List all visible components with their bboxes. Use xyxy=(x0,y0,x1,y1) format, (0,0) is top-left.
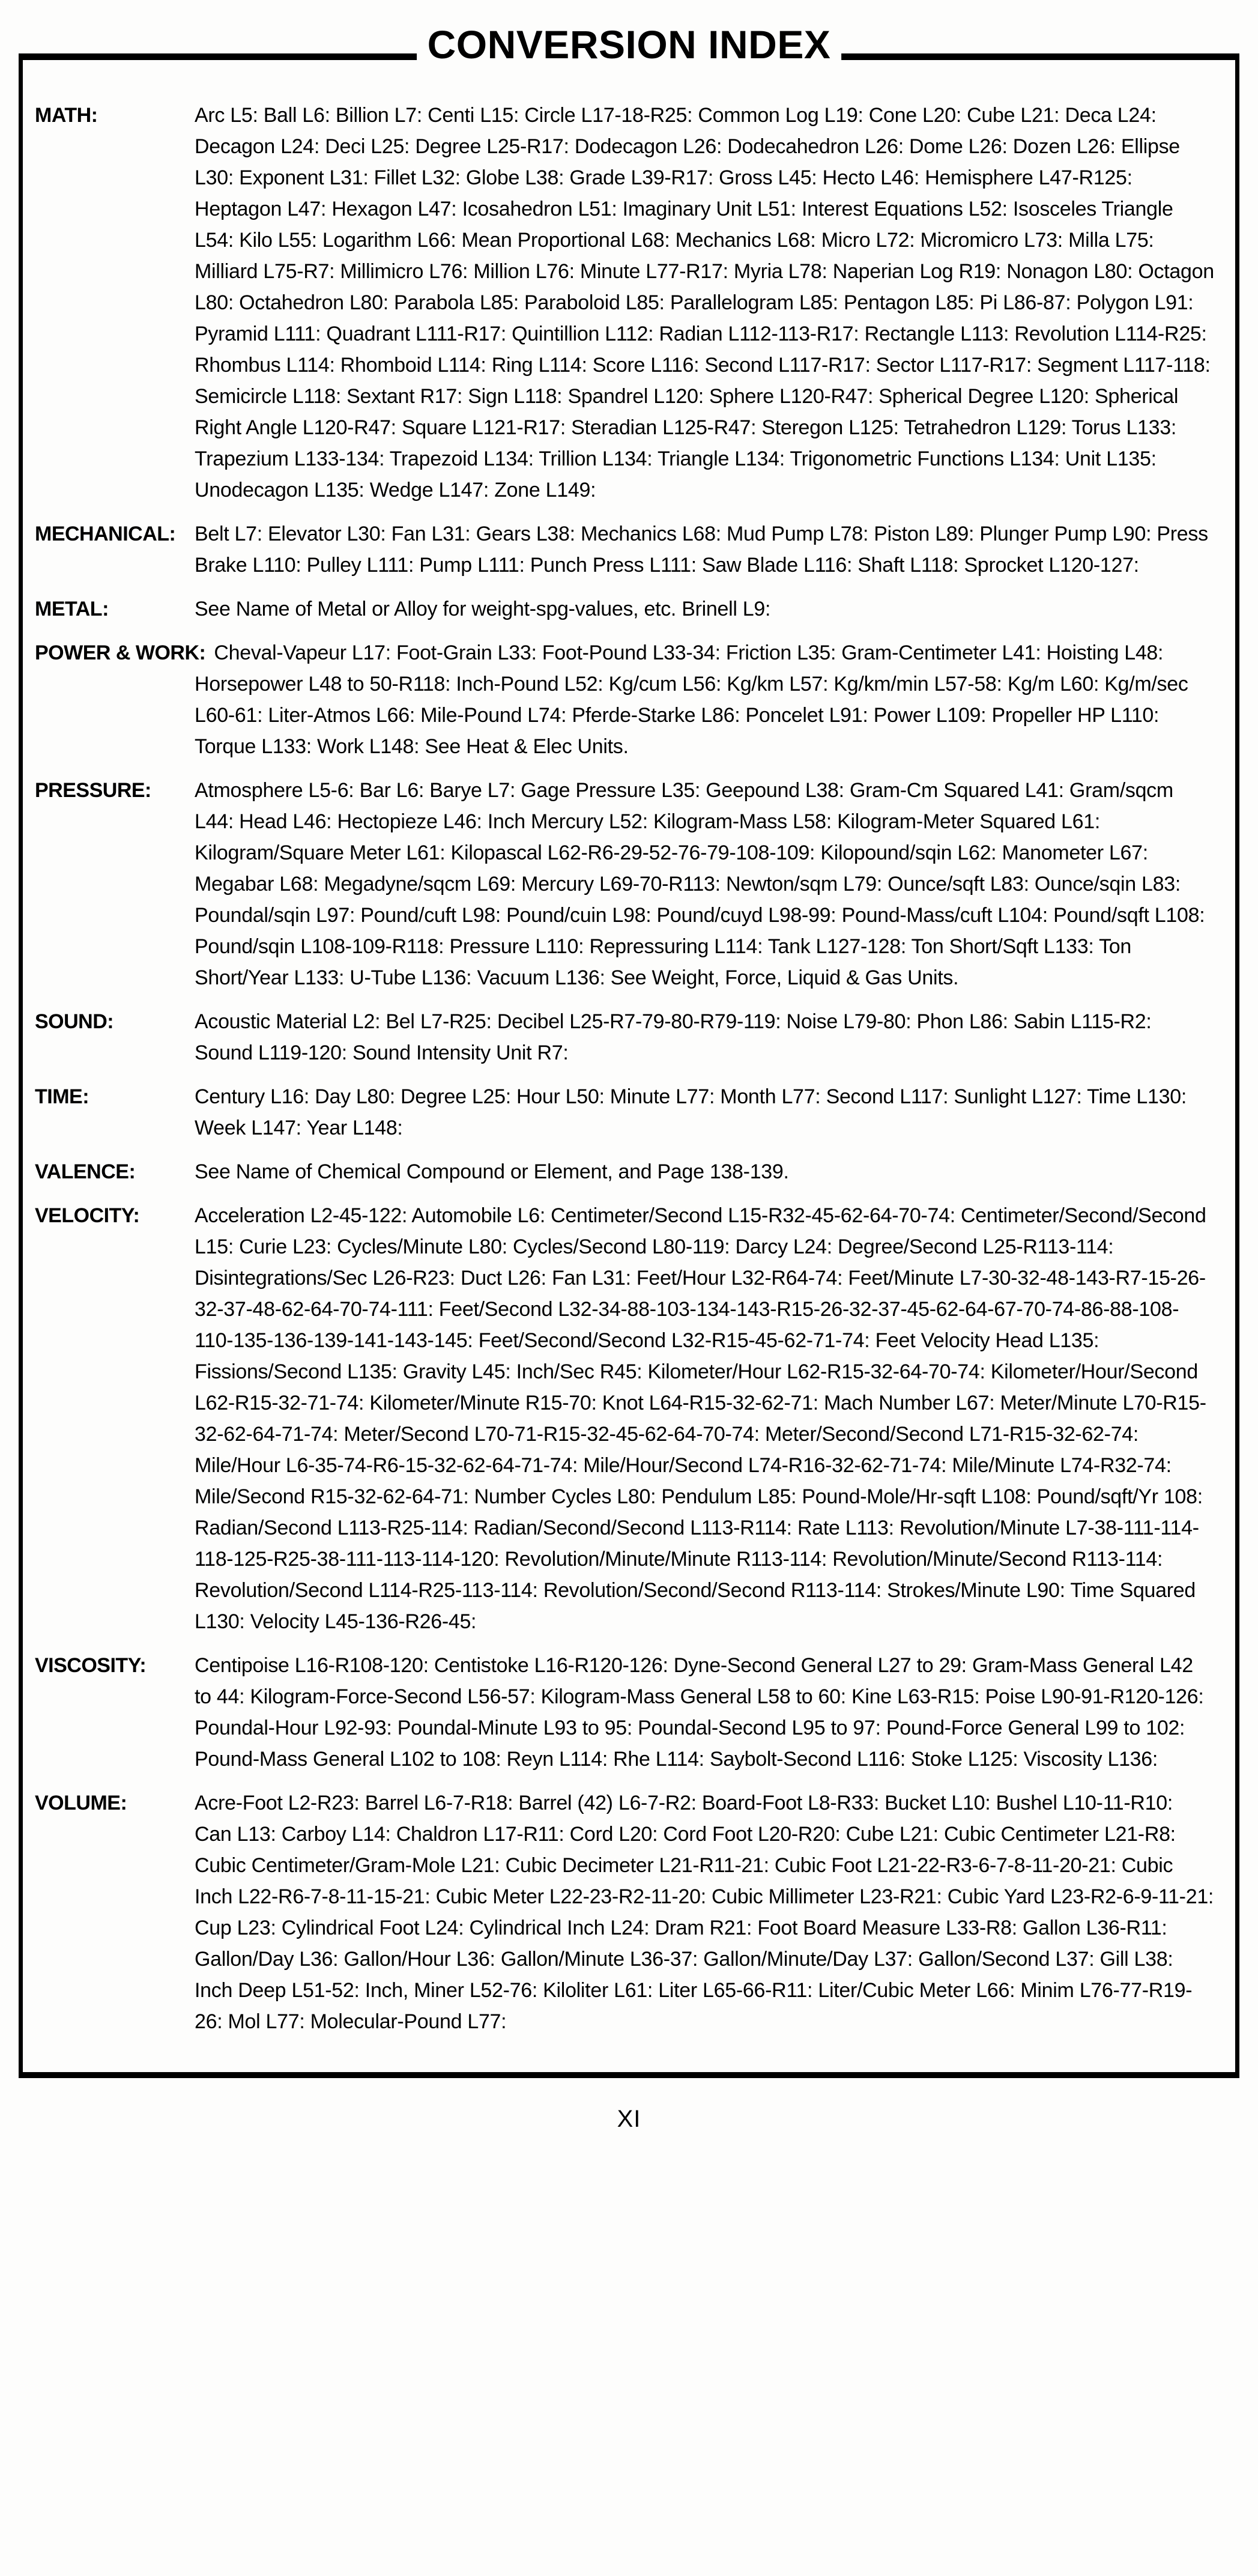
section-time xyxy=(35,1081,1215,1144)
section-label: VISCOSITY: xyxy=(35,1654,147,1677)
section-text: Century L16: Day L80: Degree L25: Hour L50: Minute L77: Month L77: Second L117: Sunlight L127: Time L130: Week L147: Year L148: xyxy=(195,1085,1187,1139)
page-number: XI xyxy=(617,2106,641,2132)
section-text: Acoustic Material L2: Bel L7-R25: Decibel L25-R7-79-80-R79-119: Noise L79-80: Phon L86: Sabin L115-R2: Sound L119-120: Sound Intensity Unit R7: xyxy=(195,1010,1152,1064)
section-label: VALENCE: xyxy=(35,1160,136,1183)
section-text: Acceleration L2-45-122: Automobile L6: Centimeter/Second L15-R32-45-62-64-70-74: Centimeter/Second/Second L15: Curie L23: Cycles/Minute L80: Cycles/Second L80-119: Darcy L24: Degree/Second L25-R113-114: Disintegrations/Sec L26-R23: Duct L26: Fan L31: Feet/Hour L32-R64-74: Feet/Minute L7-30-32-48-143-R7-15-26-32-37-48-62-64-70-74-111: Feet/Second L32-34-88-103-134-143-R15-26-32-37-45-62-64-67-70-74-86-88-108-110-135-136-139-141-143-145: Feet/Second/Second L32-R15-45-62-71-74: Feet Velocity Head L135: Fissions/Second L135: Gravity L45: Inch/Sec R45: Kilometer/Hour L62-R15-32-64-70-74: Kilometer/Hour/Second L62-R15-32-71-74: Kilometer/Minute R15-70: Knot L64-R15-32-62-71: Mach Number L67: Meter/Minute L70-R15-32-62-64-71-74: Meter/Second L70-71-R15-32-45-62-64-70-74: Meter/Second/Second L71-R15-32-62-74: Mile/Hour L6-35-74-R6-15-32-62-64-71-74: Mile/Hour/Second L74-R16-32-62-71-74: Mile/Minute L74-R32-74: Mile/Second R15-32-62-64-71: Number Cycles L80: Pendulum L85: Pound-Mole/Hr-sqft L108: Pound/sqft/Yr 108: Radian/Second L113-R25-114: Radian/Second/Second L113-R114: Rate L113: Revolution/Minute L7-38-111-114-118-125-R25-38-111-113-114-120: Revolution/Minute/Minute R113-114: Revolution/Minute/Second R113-114: Revolution/Second L114-R25-113-114: Revolution/Second/Second R113-114: Strokes/Minute L90: Time Squared L130: Velocity L45-136-R26-45: xyxy=(195,1204,1206,1633)
section-label: PRESSURE: xyxy=(35,779,151,802)
section-label: METAL: xyxy=(35,598,109,620)
section-viscosity xyxy=(35,1650,1215,1775)
section-label: VOLUME: xyxy=(35,1792,127,1814)
section-label: MATH: xyxy=(35,104,98,127)
section-text: See Name of Chemical Compound or Element, and Page 138-139. xyxy=(195,1160,789,1183)
index-box xyxy=(19,22,1239,2078)
page-title: CONVERSION INDEX xyxy=(417,24,842,65)
section-label: MECHANICAL: xyxy=(35,523,176,545)
section-text: Atmosphere L5-6: Bar L6: Barye L7: Gage Pressure L35: Geepound L38: Gram-Cm Squared L41: Gram/sqcm L44: Head L46: Hectopieze L46: Inch Mercury L52: Kilogram-Mass L58: Kilogram-Meter Squared L61: Kilogram/Square Meter L61: Kilopascal L62-R6-29-52-76-79-108-109: Kilopound/sqin L62: Manometer L67: Megabar L68: Megadyne/sqcm L69: Mercury L69-70-R113: Newton/sqm L79: Ounce/sqft L83: Ounce/sqin L83: Poundal/sqin L97: Pound/cuft L98: Pound/cuin L98: Pound/cuyd L98-99: Pound-Mass/cuft L104: Pound/sqft L108: Pound/sqin L108-109-R118: Pressure L110: Repressuring L114: Tank L127-128: Ton Short/Sqft L133: Ton Short/Year L133: U-Tube L136: Vacuum L136: See Weight, Force, Liquid & Gas Units. xyxy=(195,779,1205,989)
section-label: POWER & WORK: xyxy=(35,641,206,664)
section-mechanical xyxy=(35,518,1215,581)
section-valence xyxy=(35,1156,1215,1187)
section-text: Belt L7: Elevator L30: Fan L31: Gears L38: Mechanics L68: Mud Pump L78: Piston L89: Plunger Pump L90: Press Brake L110: Pulley L111: Pump L111: Punch Press L111: Saw Blade L116: Shaft L118: Sprocket L120-127: xyxy=(195,523,1208,577)
section-volume xyxy=(35,1787,1215,2037)
section-metal xyxy=(35,593,1215,625)
section-pressure xyxy=(35,775,1215,993)
section-label: TIME: xyxy=(35,1085,89,1108)
section-label: VELOCITY: xyxy=(35,1204,140,1227)
section-text: Arc L5: Ball L6: Billion L7: Centi L15: Circle L17-18-R25: Common Log L19: Cone L20: Cube L21: Deca L24: Decagon L24: Deci L25: Degree L25-R17: Dodecagon L26: Dodecahedron L26: Dome L26: Dozen L26: Ellipse L30: Exponent L31: Fillet L32: Globe L38: Grade L39-R17: Gross L45: Hecto L46: Hemisphere L47-R125: Heptagon L47: Hexagon L47: Icosahedron L51: Imaginary Unit L51: Interest Equations L52: Isosceles Triangle L54: Kilo L55: Logarithm L66: Mean Proportional L68: Mechanics L68: Micro L72: Micromicro L73: Milla L75: Milliard L75-R7: Millimicro L76: Million L76: Minute L77-R17: Myria L78: Naperian Log R19: Nonagon L80: Octagon L80: Octahedron L80: Parabola L85: Paraboloid L85: Parallelogram L85: Pentagon L85: Pi L86-87: Polygon L91: Pyramid L111: Quadrant L111-R17: Quintillion L112: Radian L112-113-R17: Rectangle L113: Revolution L114-R25: Rhombus L114: Rhomboid L114: Ring L114: Score L116: Second L117-R17: Sector L117-R17: Segment L117-118: Semicircle L118: Sextant R17: Sign L118: Spandrel L120: Sphere L120-R47: Spherical Degree L120: Spherical Right Angle L120-R47: Square L121-R17: Steradian L125-R47: Steregon L125: Tetrahedron L129: Torus L133: Trapezium L133-134: Trapezoid L134: Trillion L134: Triangle L134: Trigonometric Functions L134: Unit L135: Unodecagon L135: Wedge L147: Zone L149: xyxy=(195,104,1214,502)
section-power-work xyxy=(35,637,1215,762)
section-math xyxy=(35,100,1215,506)
section-velocity xyxy=(35,1200,1215,1637)
section-text: Acre-Foot L2-R23: Barrel L6-7-R18: Barrel (42) L6-7-R2: Board-Foot L8-R33: Bucket L10: Bushel L10-11-R10: Can L13: Carboy L14: Chaldron L17-R11: Cord L20: Cord Foot L20-R20: Cube L21: Cubic Centimeter L21-R8: Cubic Centimeter/Gram-Mole L21: Cubic Decimeter L21-R11-21: Cubic Foot L21-22-R3-6-7-8-11-20-21: Cubic Inch L22-R6-7-8-11-15-21: Cubic Meter L22-23-R2-11-20: Cubic Millimeter L23-R21: Cubic Yard L23-R2-6-9-11-21: Cup L23: Cylindrical Foot L24: Cylindrical Inch L24: Dram R21: Foot Board Measure L33-R8: Gallon L36-R11: Gallon/Day L36: Gallon/Hour L36: Gallon/Minute L36-37: Gallon/Minute/Day L37: Gallon/Second L37: Gill L38: Inch Deep L51-52: Inch, Miner L52-76: Kiloliter L61: Liter L65-66-R11: Liter/Cubic Meter L66: Minim L76-77-R19-26: Mol L77: Molecular-Pound L77: xyxy=(195,1792,1214,2033)
section-sound xyxy=(35,1006,1215,1068)
scanned-page xyxy=(0,22,1258,2576)
section-text: Cheval-Vapeur L17: Foot-Grain L33: Foot-Pound L33-34: Friction L35: Gram-Centimeter L41: Hoisting L48: Horsepower L48 to 50-R118: Inch-Pound L52: Kg/cum L56: Kg/km L57: Kg/km/min L57-58: Kg/m L60: Kg/m/sec L60-61: Liter-Atmos L66: Mile-Pound L74: Pferde-Starke L86: Poncelet L91: Power L109: Propeller HP L110: Torque L133: Work L148: See Heat & Elec Units. xyxy=(195,641,1188,758)
section-text: See Name of Metal or Alloy for weight-spg-values, etc. Brinell L9: xyxy=(195,598,771,620)
section-text: Centipoise L16-R108-120: Centistoke L16-R120-126: Dyne-Second General L27 to 29: Gram-Mass General L42 to 44: Kilogram-Force-Second L56-57: Kilogram-Mass General L58 to 60: Kine L63-R15: Poise L90-91-R120-126: Poundal-Hour L92-93: Poundal-Minute L93 to 95: Poundal-Second L95 to 97: Pound-Force General L99 to 102: Pound-Mass General L102 to 108: Reyn L114: Rhe L114: Saybolt-Second L116: Stoke L125: Viscosity L136: xyxy=(195,1654,1204,1771)
section-label: SOUND: xyxy=(35,1010,114,1033)
